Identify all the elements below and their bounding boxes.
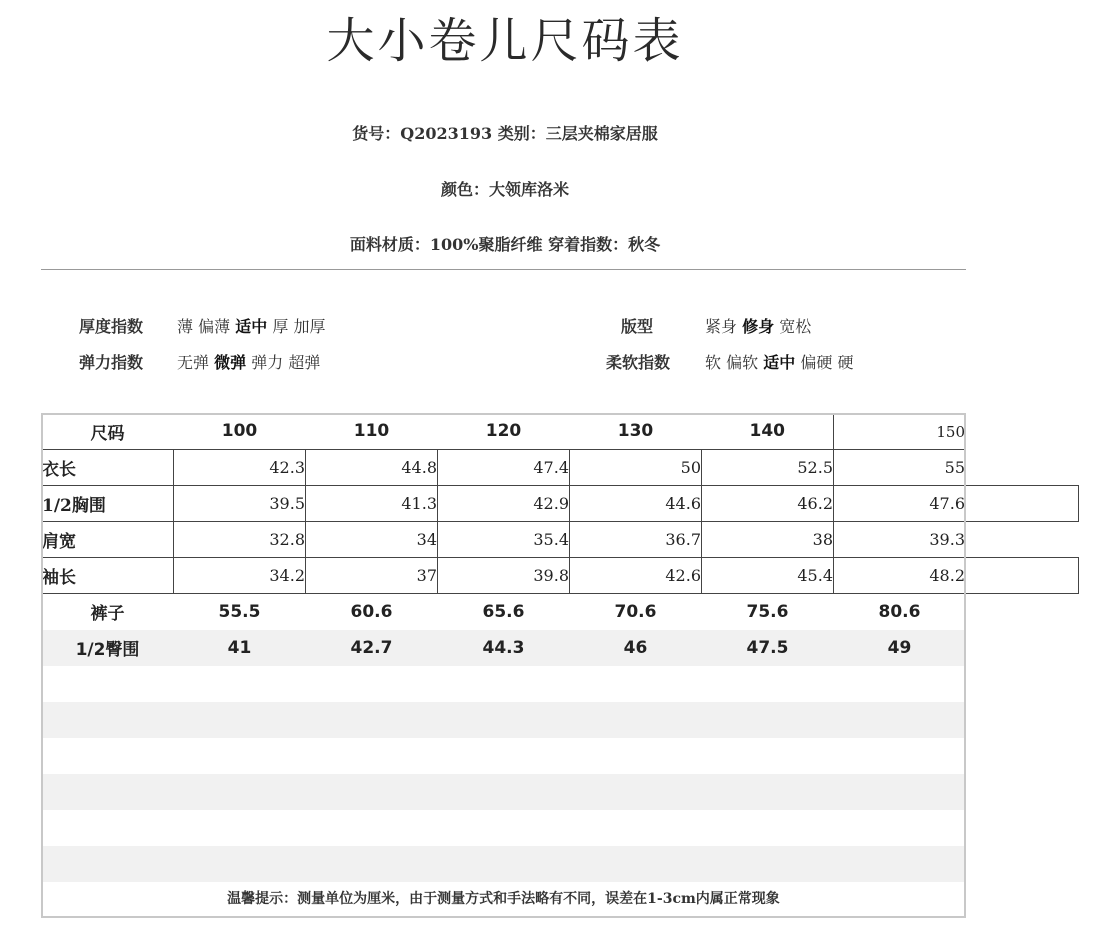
table-cell: 52.5 xyxy=(702,450,834,486)
empty-row xyxy=(42,666,1079,702)
table-cell: 42.7 xyxy=(306,630,438,666)
table-row xyxy=(42,486,1079,522)
size-header-row xyxy=(42,414,1079,450)
table-row xyxy=(42,450,1079,486)
size-header-cell: 100 xyxy=(221,421,258,442)
option: 偏薄 xyxy=(198,317,231,336)
option: 偏硬 xyxy=(800,353,833,372)
thickness-label: 厚度指数 xyxy=(78,317,143,336)
option: 厚 xyxy=(272,317,289,336)
option: 超弹 xyxy=(288,353,321,372)
size-header-cell: 150 xyxy=(834,414,966,450)
table-cell: 42.9 xyxy=(438,486,570,522)
table-cell: 34.2 xyxy=(174,558,306,594)
fit-options xyxy=(705,314,811,337)
elasticity-options xyxy=(177,350,320,373)
table-cell: 46 xyxy=(570,630,702,666)
empty-row xyxy=(42,774,1079,810)
table-cell: 47.4 xyxy=(438,450,570,486)
empty-row xyxy=(42,810,1079,846)
table-cell: 75.6 xyxy=(746,601,789,622)
size-header-cell: 130 xyxy=(617,421,654,442)
table-cell: 39.3 xyxy=(834,522,966,558)
elasticity-label: 弹力指数 xyxy=(78,353,143,372)
table-row xyxy=(42,594,1079,630)
table-cell: 38 xyxy=(702,522,834,558)
size-header-cell: 120 xyxy=(485,421,522,442)
table-cell: 39.5 xyxy=(174,486,306,522)
selected-option: 修身 xyxy=(742,317,775,336)
thickness-options xyxy=(177,314,325,337)
table-cell: 80.6 xyxy=(878,601,921,622)
option: 加厚 xyxy=(293,317,326,336)
option: 硬 xyxy=(837,353,854,372)
table-cell: 41 xyxy=(174,630,306,666)
option: 紧身 xyxy=(705,317,738,336)
option: 宽松 xyxy=(779,317,812,336)
table-cell: 49 xyxy=(834,630,966,666)
table-row xyxy=(42,630,1079,666)
table-cell: 60.6 xyxy=(350,601,393,622)
option: 弹力 xyxy=(251,353,284,372)
table-cell: 50 xyxy=(570,450,702,486)
option: 偏软 xyxy=(726,353,759,372)
table-cell: 48.2 xyxy=(834,558,966,594)
softness-label: 柔软指数 xyxy=(605,353,670,372)
table-cell: 44.6 xyxy=(570,486,702,522)
table-cell: 35.4 xyxy=(438,522,570,558)
softness-options xyxy=(705,350,853,373)
option: 无弹 xyxy=(177,353,210,372)
table-cell: 44.3 xyxy=(438,630,570,666)
size-header-cell: 140 xyxy=(749,421,785,442)
table-cell: 55 xyxy=(834,450,966,486)
table-cell: 47.5 xyxy=(702,630,834,666)
selected-option: 适中 xyxy=(763,353,796,372)
row-label: 肩宽 xyxy=(42,522,174,558)
page-title: 大小卷儿尺码表 xyxy=(326,13,684,69)
row-label: 1/2臀围 xyxy=(42,630,174,666)
row-label: 1/2胸围 xyxy=(42,486,174,522)
material-info-line: 面料材质：100%聚脂纤维 穿着指数：秋冬 xyxy=(349,235,661,254)
option: 薄 xyxy=(177,317,194,336)
table-cell: 70.6 xyxy=(614,601,657,622)
row-label: 袖长 xyxy=(42,558,174,594)
table-cell: 47.6 xyxy=(834,486,966,522)
row-label: 衣长 xyxy=(42,450,174,486)
table-cell: 42.3 xyxy=(174,450,306,486)
product-info-line: 货号：Q2023193 类别：三层夹棉家居服 xyxy=(352,124,658,143)
footer-note: 温馨提示：测量单位为厘米，由于测量方式和手法略有不同，误差在1-3cm内属正常现象 xyxy=(227,891,780,907)
table-cell: 36.7 xyxy=(570,522,702,558)
fit-label: 版型 xyxy=(620,317,653,336)
size-header-cell: 110 xyxy=(353,421,390,442)
divider xyxy=(41,269,966,270)
size-table xyxy=(41,413,1079,882)
table-cell: 32.8 xyxy=(174,522,306,558)
table-row xyxy=(42,558,1079,594)
table-cell: 46.2 xyxy=(702,486,834,522)
table-cell: 41.3 xyxy=(306,486,438,522)
empty-row xyxy=(42,738,1079,774)
table-cell: 45.4 xyxy=(702,558,834,594)
size-header-label: 尺码 xyxy=(90,423,125,444)
table-cell: 65.6 xyxy=(482,601,525,622)
empty-row xyxy=(42,702,1079,738)
table-cell: 55.5 xyxy=(218,601,261,622)
selected-option: 适中 xyxy=(235,317,268,336)
table-cell: 34 xyxy=(306,522,438,558)
selected-option: 微弹 xyxy=(214,353,247,372)
table-cell: 39.8 xyxy=(438,558,570,594)
table-row xyxy=(42,522,1079,558)
empty-row xyxy=(42,846,1079,882)
table-cell: 44.8 xyxy=(306,450,438,486)
option: 软 xyxy=(705,353,722,372)
color-info-line: 颜色：大领库洛米 xyxy=(440,180,569,199)
table-cell: 37 xyxy=(306,558,438,594)
table-cell: 42.6 xyxy=(570,558,702,594)
row-label: 裤子 xyxy=(90,604,125,625)
